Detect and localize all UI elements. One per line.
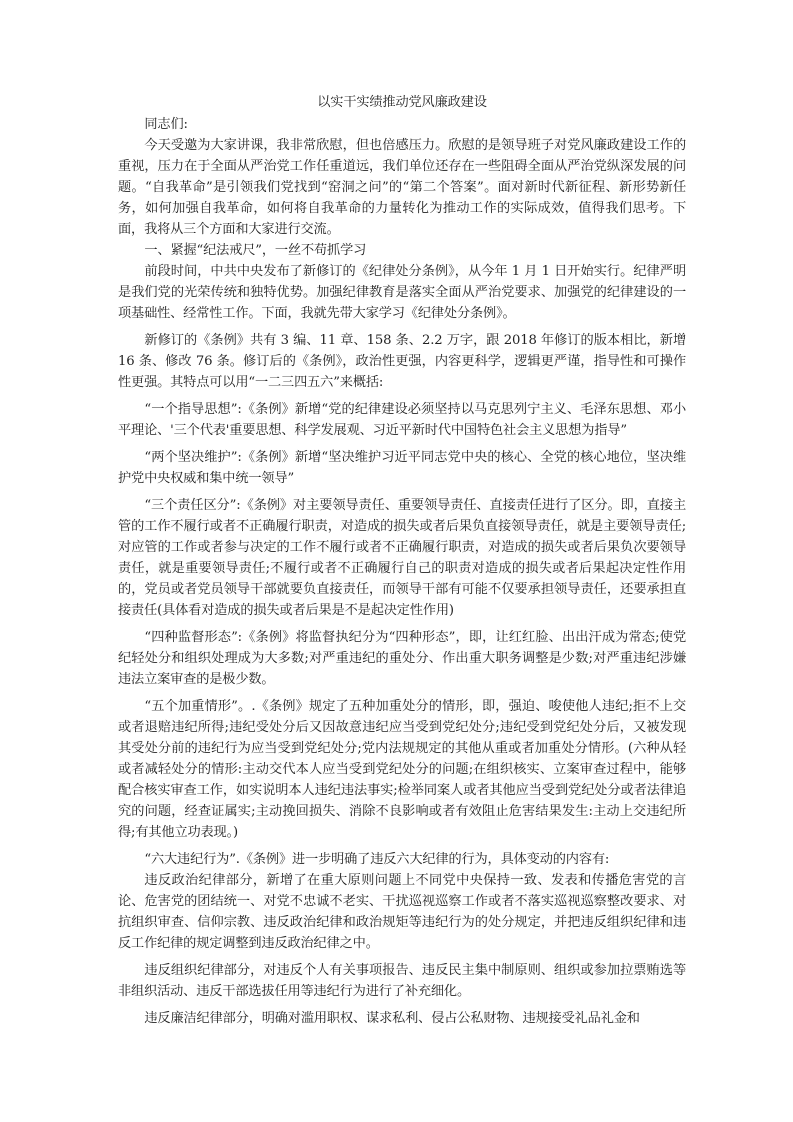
paragraph: 前段时间，中共中央发布了新修订的《纪律处分条例》，从今年 1 月 1 日开始实行。纪律严明是我们党的光荣传统和独特优势。加强纪律教育是落实全面从严治党要求、加强党的纪律建设的一项基础性、经常性工作。下面，我就先带大家学习《纪律处分条例》。 — [118, 264, 686, 321]
paragraph-one-guiding-thought: “一个指导思想”:《条例》新增“党的纪律建设必须坚持以马克思列宁主义、毛泽东思想、邓小平理论、'三个代表'重要思想、科学发展观、习近平新时代中国特色社会主义思想为指导” — [118, 402, 686, 438]
document-page — [118, 92, 686, 1029]
paragraph: 新修订的《条例》共有 3 编、11 章、158 条、2.2 万字，跟 2018 年修订的版本相比，新增 16 条、修改 76 条。修订后的《条例》，政治性更强，内容更科学，逻辑更严谨，指导性和可操作性更强。其特点可以用“一二三四五六”来概括: — [118, 333, 686, 390]
salutation: 同志们: — [144, 117, 188, 132]
paragraph-four-supervision-forms: “四种监督形态”:《条例》将监督执纪分为“四种形态”，即，让红红脸、出出汗成为常态;使党纪轻处分和组织处理成为大多数;对严重违纪的重处分、作出重大职务调整是少数;对严重违纪涉嫌违法立案审查的是极少数。 — [118, 630, 686, 687]
paragraph-three-responsibilities: “三个责任区分”:《条例》对主要领导责任、重要领导责任、直接责任进行了区分。即，直接主管的工作不履行或者不正确履行职责，对造成的损失或者后果负直接领导责任，就是主要领导责任;对应管的工作或者参与决定的工作不履行或者不正确履行职责，对造成的损失或者后果负次要领导责任，就是重要领导责任;不履行或者不正确履行自己的职责对造成的损失或者后果起决定性作用的，党员或者党员领导干部就要负直接责任，而领导干部有可能不仅要承担领导责任，还要承担直接责任(具体看对造成的损失或者后果是不是起决定性作用) — [118, 498, 686, 618]
section-heading-1: 一、紧握“纪法戒尺”，一丝不苟抓学习 — [144, 243, 367, 258]
paragraph-organizational-discipline: 违反组织纪律部分，对违反个人有关事项报告、违反民主集中制原则、组织或参加拉票贿选等非组织活动、违反干部选拔任用等违纪行为进行了补充细化。 — [118, 963, 686, 999]
paragraph-political-discipline: 违反政治纪律部分，新增了在重大原则问题上不同党中央保持一致、发表和传播危害党的言论、危害党的团结统一、对党不忠诚不老实、干扰巡视巡察工作或者不落实巡视巡察整改要求、对抗组织审查、信仰宗教、违反政治纪律和政治规矩等违纪行为的处分规定，并把违反组织纪律和违反工作纪律的规定调整到违反政治纪律之中。 — [118, 873, 686, 951]
paragraph-integrity-discipline: 违反廉洁纪律部分，明确对滥用职权、谋求私利、侵占公私财物、违规接受礼品礼金和 — [144, 1011, 640, 1026]
document-title: 以实干实绩推动党风廉政建设 — [317, 95, 487, 110]
paragraph-five-aggravating-cases: “五个加重情形”。.《条例》规定了五种加重处分的情形，即，强迫、唆使他人违纪;拒不上交或者退赔违纪所得;违纪受处分后又因故意违纪应当受到党纪处分;违纪受到党纪处分后，又被发现其受处分前的违纪行为应当受到党纪处分;党内法规规定的其他从重或者加重处分情形。(六种从轻或者减轻处分的情形:主动交代本人应当受到党纪处分的问题;在组织核实、立案审查过程中，能够配合核实审查工作，如实说明本人违纪违法事实;检举同案人或者其他应当受到党纪处分或者法律追究的问题，经查证属实;主动挽回损失、消除不良影响或者有效阻止危害结果发生:主动上交违纪所得;有其他立功表现。) — [118, 699, 687, 840]
paragraph-intro: 今天受邀为大家讲课，我非常欣慰，但也倍感压力。欣慰的是领导班子对党风廉政建设工作的重视，压力在于全面从严治党工作任重道远，我们单位还存在一些阻碍全面从严治党纵深发展的问题。“自我革命”是引领我们党找到“窑洞之问”的“第二个答案”。面对新时代新征程、新形势新任务，如何加强自我革命，如何将自我革命的力量转化为推动工作的实际成效，值得我们思考。下面，我将从三个方面和大家进行交流。 — [118, 138, 686, 237]
paragraph-six-violations: “六大违纪行为”.《条例》进一步明确了违反六大纪律的行为，具体变动的内容有: — [144, 852, 610, 867]
paragraph-two-resolute-safeguards: “两个坚决维护”:《条例》新增“坚决维护习近平同志党中央的核心、全党的核心地位，坚决维护党中央权威和集中统一领导” — [118, 450, 686, 486]
